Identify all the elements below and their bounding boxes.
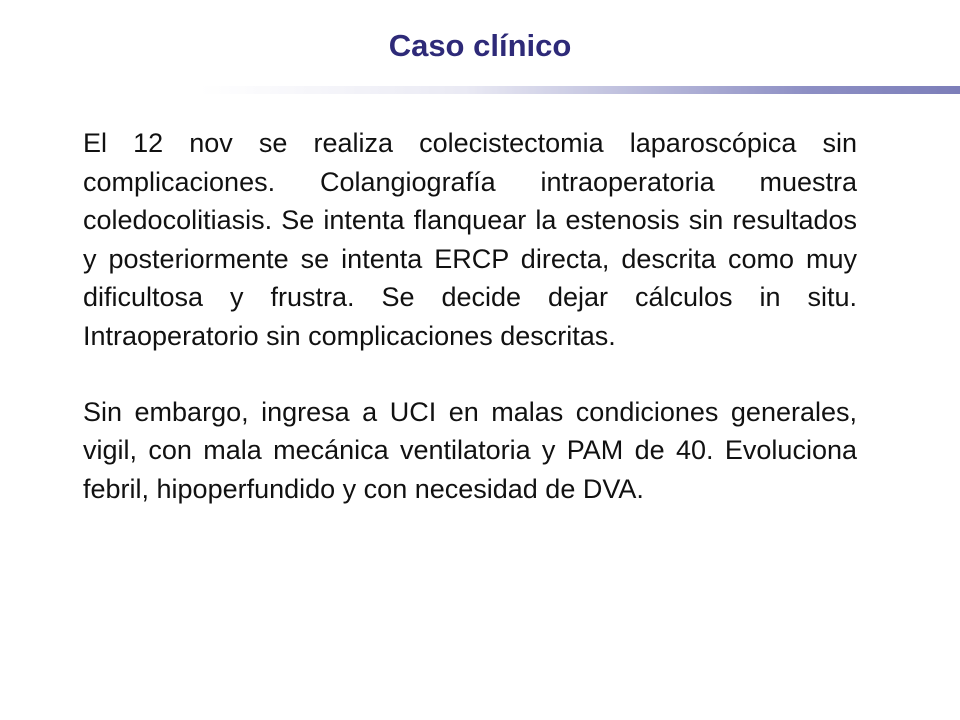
slide-body [83, 124, 857, 508]
paragraph-surgery: El 12 nov se realiza colecistectomia laparoscópica sin complicaciones. Colangiografía intraoperatoria muestra coledocolitiasis. Se intenta flanquear la estenosis sin resultados y posteriormente se intenta ERCP directa, descrita como muy dificultosa y frustra. Se decide dejar cálculos in situ. Intraoperatorio sin complicaciones descritas. [83, 128, 857, 351]
slide-title: Caso clínico [388, 28, 572, 63]
title-underline [200, 86, 960, 94]
paragraph-icu: Sin embargo, ingresa a UCI en malas condiciones generales, vigil, con mala mecánica ventilatoria y PAM de 40. Evoluciona febril, hipoperfundido y con necesidad de DVA. [83, 396, 857, 504]
